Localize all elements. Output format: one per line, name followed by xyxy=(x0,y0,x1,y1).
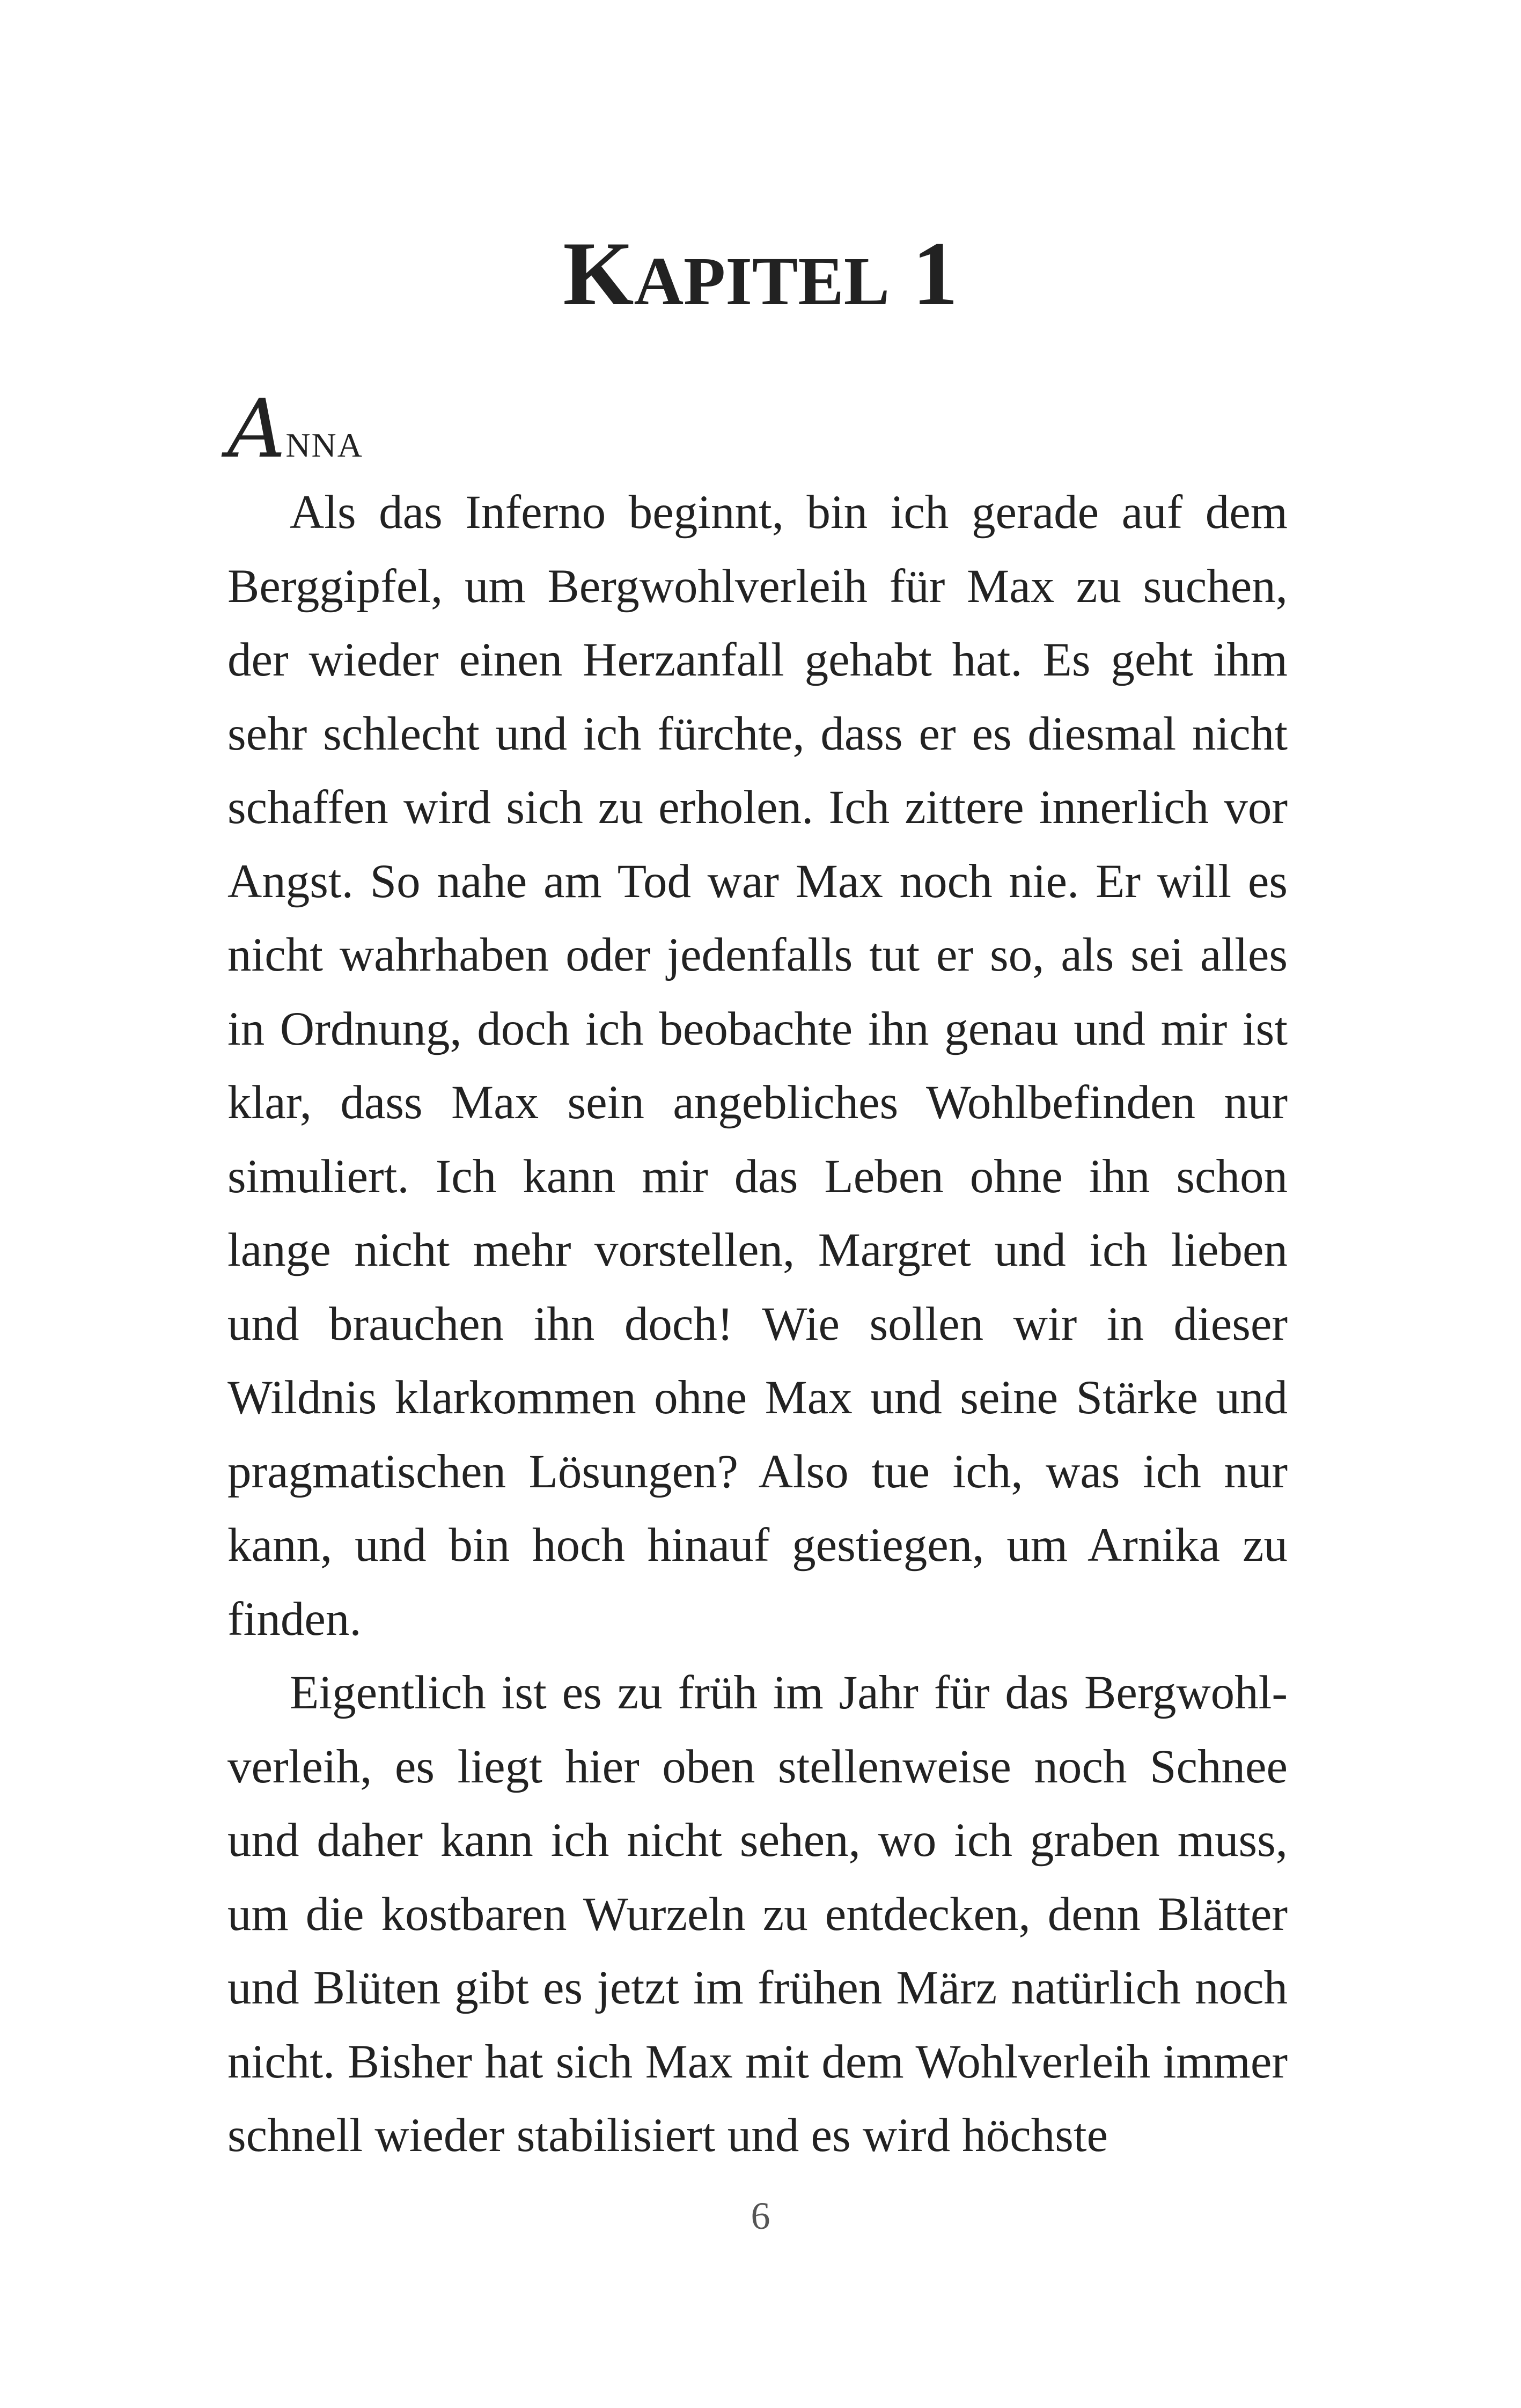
paragraph: Als das Inferno beginnt, bin ich gerade auf dem Berggipfel, um Bergwohlverleih für Max zu suchen, der wieder einen Herzanfall gehabt hat. Es geht ihm sehr schlecht und ich fürchte, dass er es diesmal nicht schaffen wird sich zu erholen. Ich zittere innerlich vor Angst. So nahe am Tod war Max noch nie. Er will es nicht wahrhaben oder jedenfalls tut er so, als sei alles in Ordnung, doch ich beobachte ihn genau und mir ist klar, dass Max sein angebliches Wohlbefinden nur simuliert. Ich kann mir das Leben ohne ihn schon lange nicht mehr vorstellen, Margret und ich lieben und brauchen ihn doch! Wie sollen wir in dieser Wildnis klarkommen ohne Max und seine Stärke und pragmatischen Lösungen? Also tue ich, was ich nur kann, und bin hoch hinauf gestiegen, um Arnika zu finden. xyxy=(227,486,1288,1646)
chapter-number: 1 xyxy=(912,223,958,324)
body-text xyxy=(227,476,1288,2173)
section-heading xyxy=(227,383,363,476)
section-heading-initial: A xyxy=(227,383,286,476)
section-heading-rest: NNA xyxy=(285,426,363,464)
chapter-title xyxy=(0,220,1521,335)
chapter-title-initial: K xyxy=(563,223,634,324)
paragraph: Eigentlich ist es zu früh im Jahr für das Bergwohlverleih, es liegt hier oben stellenweise noch Schnee und daher kann ich nicht sehen, wo ich graben muss, um die kostbaren Wurzeln zu entdecken, denn Blätter und Blüten gibt es jetzt im frühen März natürlich noch nicht. Bisher hat sich Max mit dem Wohlverleih immer schnell wieder stabilisiert und es wird höchste xyxy=(227,1666,1288,2162)
page-number: 6 xyxy=(751,2194,770,2237)
chapter-title-rest: APITEL xyxy=(634,243,890,319)
